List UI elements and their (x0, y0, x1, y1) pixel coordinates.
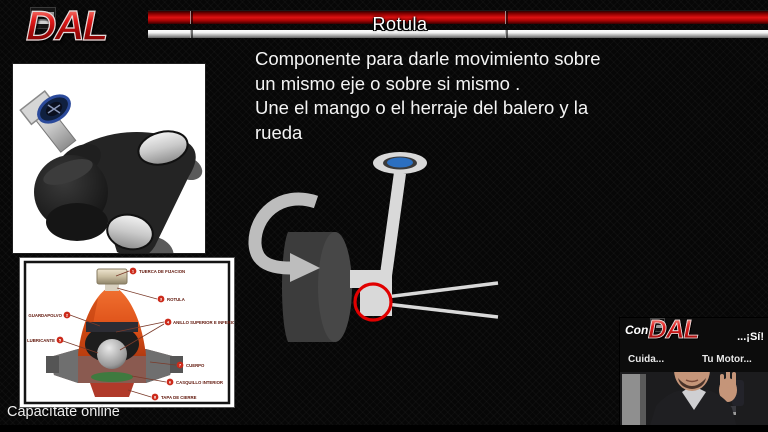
callout-text: TAPA DE CIERRE (161, 394, 197, 400)
callout-text: CUERPO (186, 362, 205, 368)
slide-title: Rotula (372, 14, 428, 34)
callout-label (158, 296, 185, 303)
callout-text: CASQUILLO INTERIOR (176, 379, 224, 385)
callout-number: 7 (178, 362, 182, 368)
bar-segment-divider (190, 30, 193, 38)
callout-number: 3 (159, 296, 163, 302)
ball-joint-photo (13, 64, 205, 253)
description-line: Componente para darle movimiento sobre (255, 48, 601, 69)
callout-label (167, 379, 224, 386)
callout-number: 5 (58, 337, 62, 343)
callout-label (27, 337, 63, 344)
banner-prefix: Con (625, 323, 649, 337)
callout-text: ANILLO SUPERIOR E INFERIOR (173, 319, 234, 325)
dal-logo (8, 2, 140, 54)
footer-caption: Capacítate online (7, 404, 120, 420)
rotation-illustration (240, 140, 510, 355)
bottom-bar (0, 425, 768, 432)
banner-line2-left: Cuida... (628, 354, 665, 365)
callout-number: 1 (131, 268, 135, 274)
banner-dal-logo: DAL (648, 318, 698, 345)
callout-label (165, 319, 234, 326)
bar-segment-divider (505, 11, 508, 24)
callout-number: 2 (65, 312, 69, 318)
callout-number: 4 (166, 319, 170, 325)
wheel-cylinder (282, 232, 352, 342)
callout-label (177, 362, 205, 369)
chair-back (622, 374, 640, 432)
description-line: un mismo eje o sobre si mismo . (255, 72, 521, 94)
webcam-banner (620, 318, 768, 372)
webcam-overlay (620, 318, 768, 432)
callout-text: ROTULA (167, 296, 185, 302)
callout-text: TUERCA DE FIJACION (139, 268, 186, 274)
banner-line2-right: Tu Motor... (702, 354, 752, 365)
strut-mount (373, 152, 427, 174)
callout-number: 8 (153, 394, 157, 400)
ball-joint-photo-art (13, 64, 205, 253)
bar-segment-divider (190, 11, 193, 24)
ball-joint-diagram (20, 258, 234, 407)
tie-rod-lines (378, 283, 498, 317)
callout-text: GUARDAPOLVO (28, 312, 62, 318)
bar-segment-divider (505, 30, 508, 38)
callout-text: LUBRICANTE (27, 337, 55, 343)
banner-suffix: ...¡Sí! (737, 331, 764, 343)
description-text (255, 47, 760, 145)
description-line: Une el mango o el herraje del balero y la (255, 97, 589, 118)
description-line: rueda (255, 121, 303, 143)
callout-number: 6 (168, 379, 172, 385)
dal-logo-text: DAL (26, 2, 107, 49)
